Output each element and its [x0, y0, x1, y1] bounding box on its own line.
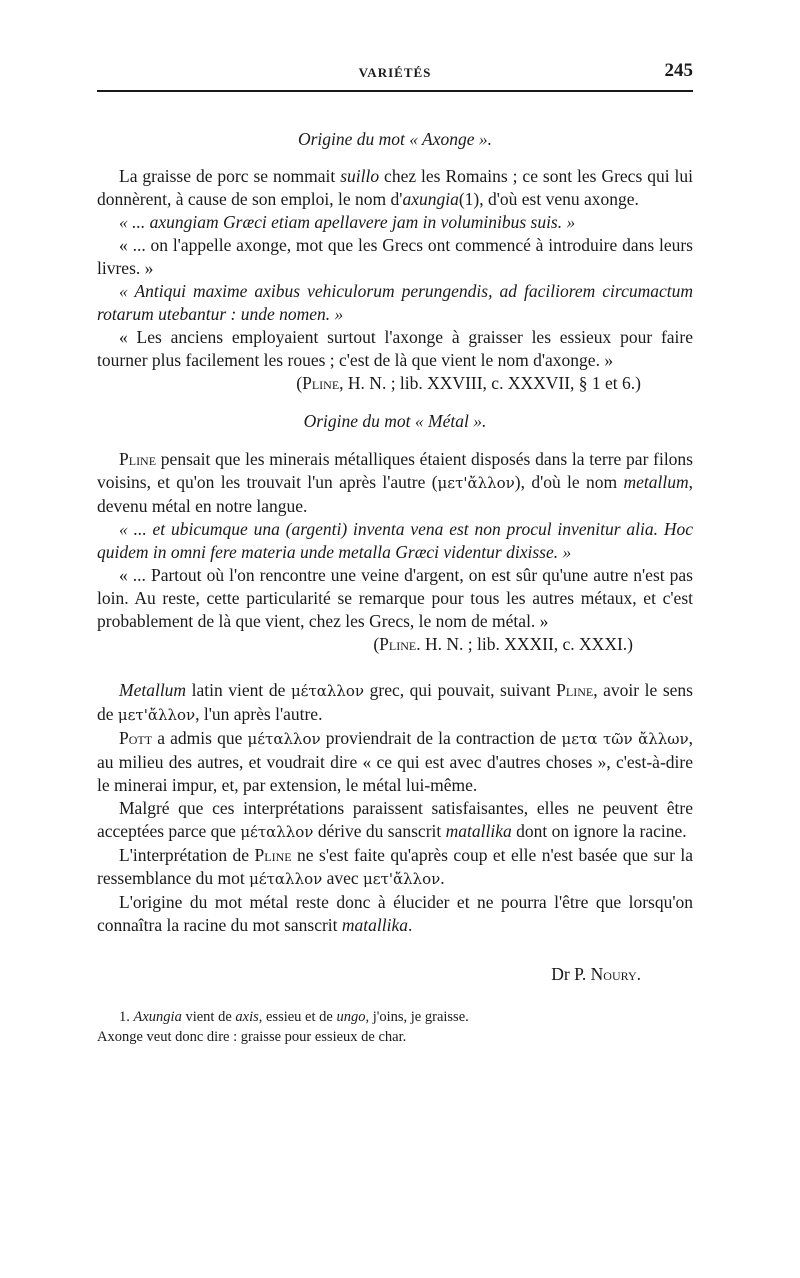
- quote-french-2: « Les anciens employaient surtout l'axonge à graisser les essieux pour faire tourner plus facilement les roues ; c'est de là que vient le nom d'axonge. »: [97, 327, 693, 370]
- term-metallum: Metallum: [119, 680, 187, 700]
- text: Malgré que ces interprétations paraissent satisfaisantes, elles ne peuvent être acceptées parce que: [97, 798, 693, 841]
- footnote-1: [97, 1007, 693, 1027]
- text: , d'où est venu axonge.: [479, 189, 639, 209]
- text: . H. N. ; lib. XXXII, c. XXXI.): [416, 634, 633, 654]
- text: ), d'où le nom: [514, 472, 624, 492]
- text: latin vient de: [186, 680, 291, 700]
- text: ne s'est faite qu'après coup et elle n'est basée que sur la ressemblance du mot: [97, 845, 693, 888]
- paragraph-sanscrit: [97, 797, 693, 844]
- section-heading-metal: Origine du mot « Métal ».: [303, 411, 487, 431]
- quote-latin-2: [97, 280, 693, 326]
- text: (: [373, 634, 380, 654]
- text: grec, qui pouvait, suivant: [364, 680, 557, 700]
- greek-word: μετ'ἄλλον: [437, 474, 515, 492]
- greek-word: μετ'ἄλλον: [363, 870, 441, 888]
- paragraph-interpretation: [97, 844, 693, 891]
- footnote-reference[interactable]: (1): [458, 189, 480, 209]
- author-name: Pline: [556, 680, 594, 700]
- citation-pline-1: [97, 372, 693, 395]
- paragraph-pott: [97, 727, 693, 797]
- term-ungo: ungo: [336, 1009, 366, 1025]
- greek-word: μέταλλον: [290, 682, 365, 700]
- greek-phrase: μετα τῶν ἄλλων: [561, 730, 689, 748]
- running-title: VARIÉTÉS: [358, 65, 432, 80]
- text: , devenu métal en notre langue.: [97, 472, 693, 516]
- quote-text: « ... axungiam Græci etiam apellavere jam in voluminibus suis. »: [119, 212, 576, 232]
- text: , au milieu des autres, et voudrait dire « ce qui est avec d'autres choses », c'est-à-dire le minerai impur, et, par extension, le métal lui-même.: [97, 728, 694, 795]
- text: pensait que les minerais métalliques étaient disposés dans la terre par filons voisins, et qu'on les trouvait l'un après l'autre (: [97, 449, 693, 492]
- text: L'interprétation de: [119, 845, 255, 865]
- text: chez les Romains ; ce sont les Grecs qui lui donnèrent, à cause de son emploi, le nom d': [97, 166, 693, 209]
- signature-name: P. Noury.: [574, 964, 641, 984]
- term-axungia: axungia: [402, 189, 459, 209]
- text: avec: [322, 868, 364, 888]
- term-suillo: suillo: [340, 166, 380, 186]
- citation-pline-2: [97, 633, 693, 656]
- page-number: 245: [664, 60, 693, 81]
- text: La graisse de porc se nommait: [119, 166, 341, 186]
- paragraph-metal-intro: [97, 448, 693, 518]
- paragraph-conclusion: [97, 891, 693, 937]
- term-matallika: matallika: [445, 821, 512, 841]
- text: .: [408, 915, 413, 935]
- greek-word: μέταλλον: [249, 870, 323, 888]
- text: proviendrait de la contraction de: [320, 728, 562, 748]
- text: dérive du sanscrit: [313, 821, 446, 841]
- text: , j'oins, je graisse.: [365, 1009, 469, 1025]
- greek-word: μέταλλον: [240, 823, 314, 841]
- text: , essieu et de: [258, 1009, 337, 1025]
- quote-french-3: « ... Partout où l'on rencontre une veine d'argent, on est sûr qu'une autre n'est pas loin. Au reste, cette particularité se remarque pour tous les autres métaux, et c'est probablement de là que vient, chez les Grecs, le nom de métal. »: [97, 565, 693, 631]
- text: , avoir le sens de: [97, 680, 693, 724]
- quote-french-1: « ... on l'appelle axonge, mot que les Grecs ont commencé à introduire dans leurs livres. »: [97, 235, 693, 278]
- text: , l'un après l'autre.: [195, 704, 323, 724]
- author-name: Pline: [302, 373, 340, 393]
- footnotes: [97, 1007, 693, 1047]
- author-name: Pline: [379, 634, 417, 654]
- text: , H. N. ; lib. XXVIII, c. XXXVII, § 1 et 6.): [339, 373, 641, 393]
- text: (: [296, 373, 303, 393]
- paragraph-axonge-intro: [97, 165, 693, 211]
- footnote-1-line-2: Axonge veut donc dire : graisse pour essieux de char.: [97, 1029, 407, 1045]
- text: dont on ignore la racine.: [511, 821, 687, 841]
- author-name: Pott: [119, 728, 153, 748]
- term-axis: axis: [235, 1009, 259, 1025]
- paragraph-metallum-latin: [97, 679, 693, 727]
- author-signature: [97, 963, 693, 986]
- running-head: [97, 60, 693, 92]
- quote-text: « Antiqui maxime axibus vehiculorum perungendis, ad faciliorem circumactum rotarum utebantur : unde nomen. »: [97, 281, 693, 324]
- greek-word: μετ'ἄλλον: [117, 706, 196, 724]
- text: vient de: [181, 1009, 236, 1025]
- term-axungia: Axungia: [133, 1009, 182, 1025]
- text: L'origine du mot métal reste donc à élucider et ne pourra l'être que lorsqu'on connaîtra la racine du mot sanscrit: [97, 892, 693, 935]
- quote-latin-3: [97, 518, 693, 564]
- section-heading-axonge: Origine du mot « Axonge ».: [297, 129, 493, 149]
- body-text: [97, 128, 693, 1047]
- term-metallum: metallum: [623, 472, 689, 492]
- term-matallika: matallika: [341, 915, 409, 935]
- quote-text: « ... et ubicumque una (argenti) inventa vena est non procul invenitur alia. Hoc quidem in omni fere materia unde metalla Græci videntur dixisse. »: [97, 519, 693, 562]
- text: .: [440, 868, 445, 888]
- signature-title: Dr: [551, 964, 570, 984]
- greek-word: μέταλλον: [247, 730, 321, 748]
- text: a admis que: [152, 728, 248, 748]
- footnote-number: 1.: [119, 1009, 130, 1025]
- author-name: Pline: [119, 449, 157, 469]
- author-name: Pline: [254, 845, 292, 865]
- quote-latin-1: [97, 211, 693, 234]
